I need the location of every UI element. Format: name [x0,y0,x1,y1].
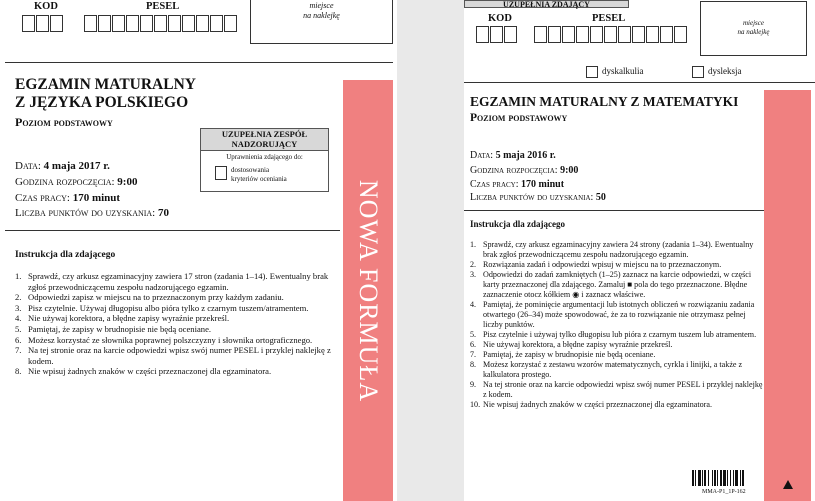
points-label: Liczba punktów do uzyskania: [15,207,156,219]
left_sheet-instruction-item [15,313,335,324]
math-title: EGZAMIN MATURALNY Z MATEMATYKI [470,94,739,109]
banner-text: NOWA FORMUŁA [354,179,383,402]
start-value: 9:00 [117,176,138,188]
middle-rule [5,230,340,231]
worktime-label: Czas pracy: [15,192,70,204]
points-value: 70 [158,207,169,219]
adaptation-checkbox[interactable] [215,166,227,180]
instruction-number: 1. [15,271,22,281]
right_sheet-instruction-item [470,300,764,330]
instruction-text: Nie używaj korektora, a błędne zapisy wyraźnie przekreśl. [483,340,673,349]
middle-rule-math [464,210,764,211]
instruction-number: 8. [15,366,22,377]
instruction-number: 5. [470,330,477,339]
committee-heading-1: UZUPEŁNIA ZESPÓŁ [221,129,308,139]
instruction-text: Nie wpisuj żadnych znaków w części przeznaczonej dla egzaminatora. [483,400,712,409]
exam-level: Poziom podstawowy [15,115,113,129]
instruction-number: 7. [15,345,22,356]
instruction-number: 2. [470,260,477,269]
instruction-text: Sprawdź, czy arkusz egzaminacyjny zawiera 24 strony (zadania 1–34). Ewentualny brak zgłoś przewodniczącemu zespołu nadzorującego egzamin. [483,240,754,259]
barcode [692,470,758,486]
instruction-number: 4. [15,313,22,324]
date-label-math: Data: [470,150,494,161]
instruction-text: Możesz korzystać ze słownika poprawnej polszczyzny i słownika ortograficznego. [28,334,313,345]
exam-sheet-math [464,0,815,501]
top-rule [5,62,393,63]
dyscalculia-checkbox[interactable] [586,66,598,78]
date-value: 4 maja 2017 r. [43,160,110,172]
kod-boxes-math[interactable] [476,26,518,43]
instruction-text: Rozwiązania zadań i odpowiedzi wpisuj w miejscu na to przeznaczonym. [483,260,722,269]
left_sheet-instruction-item [15,271,335,292]
dyslexia-label: dysleksja [708,66,742,76]
date-value-math: 5 maja 2016 r. [495,150,556,161]
instruction-text: Na tej stronie oraz na karcie odpowiedzi wpisz swój numer PESEL i przyklej naklejkę z kodem. [28,345,331,366]
instruction-number: 3. [15,302,22,313]
instruction-text: Pisz czytelnie i używaj tylko długopisu lub pióra z czarnym tuszem lub atramentem. [483,330,757,339]
worktime-value: 170 minut [72,192,121,204]
kod-label-math: KOD [488,13,512,24]
instruction-number: 5. [15,323,22,334]
right_sheet-instruction-item [470,350,764,360]
up-triangle-icon [783,480,793,489]
instruction-number: 2. [15,292,22,303]
red-banner-math [764,90,811,501]
start-label-math: Godzina rozpoczęcia: [470,165,558,176]
nowa-formula-banner [343,80,393,501]
exam-title-line2: Z JĘZYKA POLSKIEGO [15,94,189,111]
start-row [15,176,137,188]
sticker-text-2: na naklejkę [303,11,340,20]
pesel-label: PESEL [146,1,180,12]
instruction-text: Odpowiedzi do zadań zamkniętych (1–25) zaznacz na karcie odpowiedzi, w części karty przeznaczonej dla zdającego. Zamaluj ■ pola do tego przeznaczone. Błędne zaznaczenie otocz kółkiem ◉ i zaznacz właściwe. [483,270,752,299]
pesel-boxes[interactable] [84,15,238,32]
date-row-math [470,150,556,161]
exam-title-line1: EGZAMIN MATURALNY [15,76,196,93]
instructions-heading: Instrukcja dla zdającego [15,250,116,260]
barcode-caption: MMA-P1_1P-162 [702,489,746,495]
sticker-text-math-2: na naklejkę [737,28,770,36]
instruction-number: 10. [470,400,481,409]
instruction-number: 6. [15,334,22,345]
pesel-label-math: PESEL [592,13,626,24]
instruction-text: Na tej stronie oraz na karcie odpowiedzi wpisz swój numer PESEL i przyklej naklejkę z kodem. [483,380,763,399]
left_sheet-instruction-item [15,292,335,303]
right_sheet-instruction-item [470,360,764,380]
start-value-math: 9:00 [560,165,579,176]
committee-heading-2: NADZORUJĄCY [231,138,298,149]
left_sheet-instruction-item [15,345,335,366]
right_sheet-instruction-item [470,330,764,340]
date-row [15,160,110,172]
instruction-number: 6. [470,340,477,349]
kod-boxes[interactable] [22,15,64,32]
left_sheet-instruction-item [15,366,335,377]
instruction-text: Możesz korzystać z zestawu wzorów matematycznych, cyrkla i linijki, a także z kalkulatora prostego. [483,360,743,379]
instruction-number: 1. [470,240,477,249]
dyscalculia-label: dyskalkulia [602,66,644,76]
adaptation-label-2: kryteriów oceniania [231,174,287,183]
worktime-value-math: 170 minut [521,179,565,190]
adaptation-label-1: dostosowania [231,166,270,174]
left_sheet-instruction-item [15,324,335,335]
committee-box [200,128,329,192]
start-row-math [470,165,578,176]
pesel-boxes-math[interactable] [534,26,688,43]
right_sheet-instruction-item [470,270,764,300]
right_sheet-instruction-item [470,340,764,350]
points-row-math [470,192,606,203]
instruction-number: 9. [470,380,477,389]
points-value-math: 50 [595,192,606,203]
instruction-text: Nie wpisuj żadnych znaków w części przeznaczonej dla egzaminatora. [28,366,272,377]
right_sheet-instruction-item [470,260,764,270]
right_sheet-instruction-item [470,380,764,400]
instruction-text: Sprawdź, czy arkusz egzaminacyjny zawiera 17 stron (zadania 1–14). Ewentualny brak zgłoś przewodniczącemu zespołu nadzorującego egzamin. [28,271,329,292]
dyslexia-checkbox[interactable] [692,66,704,78]
left_sheet-instruction-item [15,303,335,314]
left_sheet-instruction-item [15,335,335,346]
worktime-row-math [470,179,564,190]
instruction-text: Pamiętaj, że zapisy w brudnopisie nie będą oceniane. [28,323,212,334]
instruction-text: Pamiętaj, że pominięcie argumentacji lub istotnych obliczeń w rozwiązaniu zadania otwartego (26–34) może spowodować, że za to rozwiązanie nie otrzymasz pełnej liczby punktów. [483,300,755,329]
instruction-text: Pisz czytelnie. Używaj długopisu albo pióra tylko z czarnym tuszem/atramentem. [28,302,309,313]
points-row [15,207,169,219]
kod-label: KOD [34,1,58,12]
instructions-heading-math: Instrukcja dla zdającego [470,219,565,229]
top-rule-math [464,82,815,83]
instruction-number: 4. [470,300,477,309]
sticker-box[interactable] [250,0,393,44]
start-label: Godzina rozpoczęcia: [15,176,115,188]
date-label: Data: [15,160,41,172]
worktime-row [15,192,120,204]
fill-heading: UZUPEŁNIA ZDAJĄCY [464,0,629,8]
instruction-number: 3. [470,270,477,279]
sticker-box-math[interactable] [700,1,807,56]
instructions-list-math [470,240,764,410]
instruction-text: Nie używaj korektora, a błędne zapisy wyraźnie przekreśl. [28,313,230,324]
worktime-label-math: Czas pracy: [470,179,519,190]
instruction-number: 7. [470,350,477,359]
sticker-text-1: miejsce [309,1,334,10]
committee-caption: Uprawnienia zdającego do: [226,153,303,161]
instruction-text: Odpowiedzi zapisz w miejscu na to przeznaczonym przy każdym zadaniu. [28,292,284,303]
right_sheet-instruction-item [470,240,764,260]
sticker-text-math-1: miejsce [743,19,764,27]
math-level: Poziom podstawowy [470,112,568,124]
exam-sheet-polish [0,0,397,501]
instruction-text: Pamiętaj, że zapisy w brudnopisie nie będą oceniane. [483,350,656,359]
points-label-math: Liczba punktów do uzyskania: [470,192,594,203]
instruction-number: 8. [470,360,477,369]
right_sheet-instruction-item [470,400,764,410]
instructions-list [15,271,335,377]
